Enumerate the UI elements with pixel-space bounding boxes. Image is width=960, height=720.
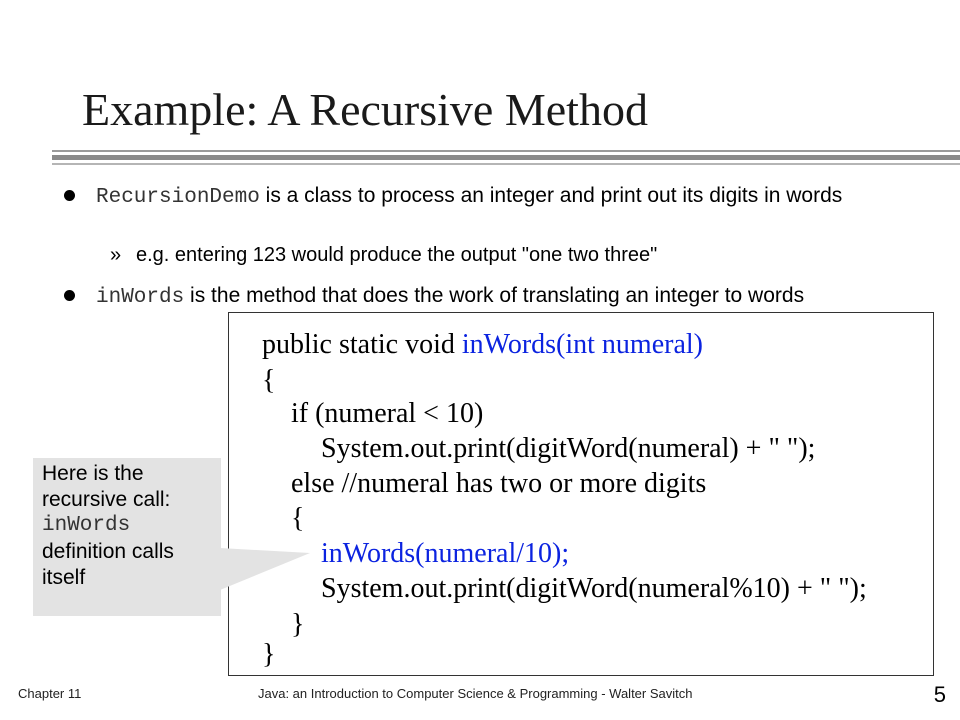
sub-bullet-marker: » (110, 244, 122, 266)
code-line-5: else //numeral has two or more digits (291, 468, 707, 499)
callout-line: itself (42, 566, 86, 589)
callout-box (33, 458, 221, 616)
code-line-1: public static void inWords(int numeral) (262, 329, 703, 360)
bullet-dot-icon (64, 290, 75, 301)
method-name-code: inWords (96, 286, 185, 309)
code-line-10: } (262, 639, 276, 670)
page-number: 5 (933, 682, 946, 707)
bullet-text: is the method that does the work of translating an integer to words (184, 284, 805, 307)
bullet-text: is a class to process an integer and print out its digits in words (259, 184, 843, 207)
sub-bullet-example (110, 242, 657, 268)
callout-line: recursive call: (42, 488, 171, 511)
code-line-6: { (291, 503, 305, 534)
bullet-dot-icon (64, 190, 75, 201)
code-line-2: { (262, 365, 276, 396)
class-name-code: RecursionDemo (96, 186, 260, 209)
footer-book-title: Java: an Introduction to Computer Science & Programming - Walter Savitch (258, 686, 693, 701)
sub-bullet-text: e.g. entering 123 would produce the output "one two three" (136, 244, 658, 266)
code-box (228, 312, 934, 676)
slide-title: Example: A Recursive Method (82, 84, 648, 135)
title-rule (52, 150, 960, 168)
recursive-call-line: inWords(numeral/10); (321, 538, 570, 569)
code-line-4: System.out.print(digitWord(numeral) + " "); (321, 433, 816, 464)
code-line-3: if (numeral < 10) (291, 398, 484, 429)
footer-chapter: Chapter 11 (18, 686, 82, 701)
code-line-8: System.out.print(digitWord(numeral%10) + " "); (321, 573, 867, 604)
code-line-9: } (291, 609, 305, 640)
method-signature-highlight: inWords(int numeral) (461, 329, 703, 360)
callout-code: inWords (42, 514, 131, 537)
callout-line: Here is the (42, 462, 144, 485)
callout-line: definition calls (42, 540, 174, 563)
